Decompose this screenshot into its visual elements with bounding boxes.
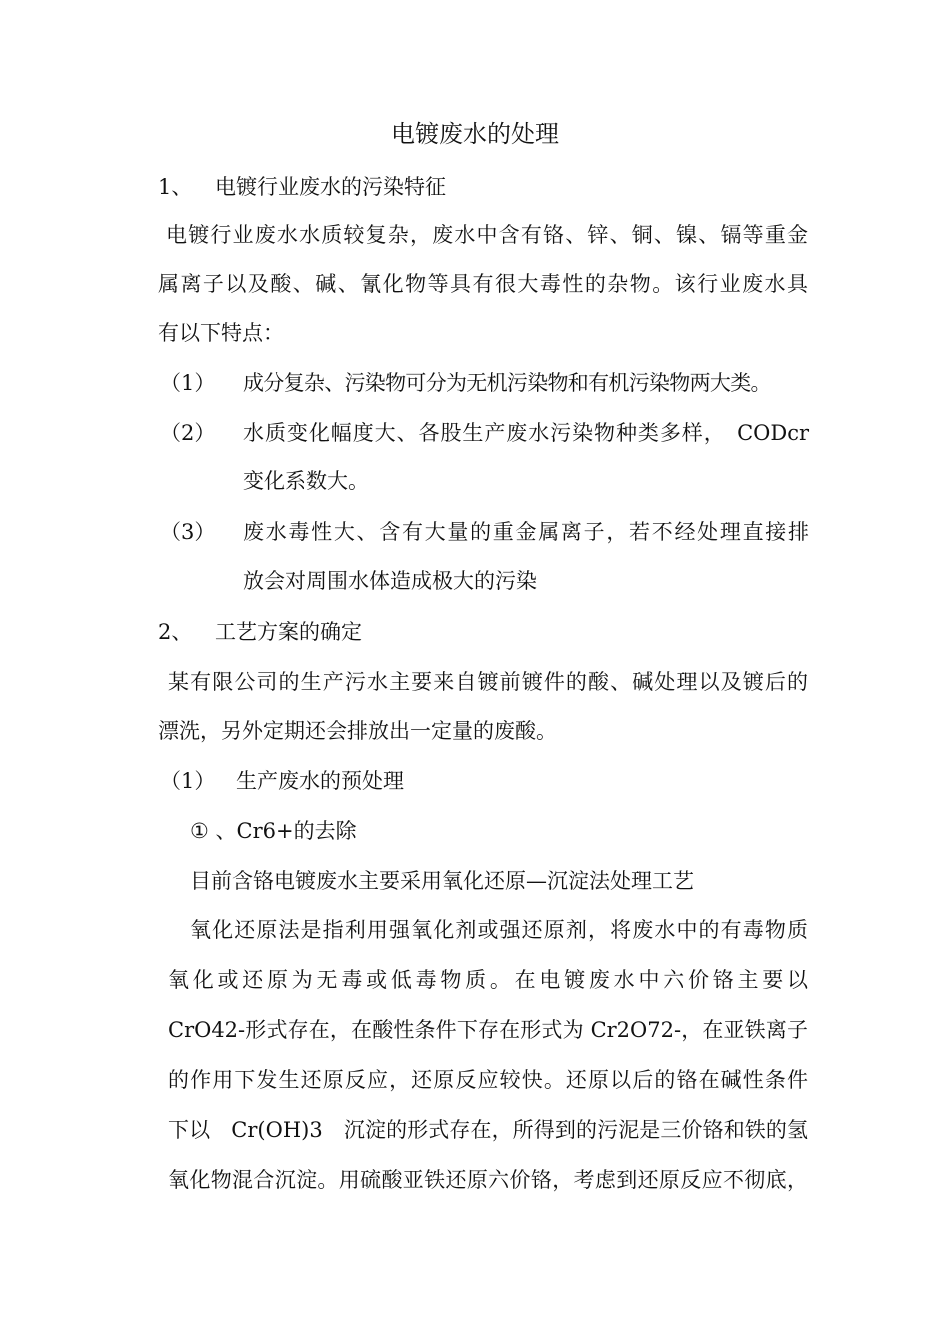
paragraph-line: 氧化或还原为无毒或低毒物质。在电镀废水中六价铬主要以 bbox=[168, 968, 808, 992]
section-number: 1、 bbox=[158, 175, 193, 199]
paragraph-line: 某有限公司的生产污水主要来自镀前镀件的酸、碱处理以及镀后的 bbox=[168, 670, 808, 694]
list-item-text: 放会对周围水体造成极大的污染 bbox=[243, 569, 537, 593]
paragraph-line: 下以 Cr(OH)3 沉淀的形式存在，所得到的污泥是三价铬和铁的氢 bbox=[168, 1118, 808, 1142]
sub-item-heading: ① 、Cr6+的去除 bbox=[190, 819, 357, 843]
paragraph-line: 属离子以及酸、碱、氰化物等具有很大毒性的杂物。该行业废水具 bbox=[158, 272, 808, 296]
paragraph-line: 氧化物混合沉淀。用硫酸亚铁还原六价铬，考虑到还原反应不彻底， bbox=[168, 1168, 808, 1192]
paragraph-line: 电镀行业废水水质较复杂，废水中含有铬、锌、铜、镍、镉等重金 bbox=[166, 223, 808, 247]
paragraph-line: 有以下特点： bbox=[158, 321, 284, 345]
list-item-text: 水质变化幅度大、各股生产废水污染物种类多样， CODcr bbox=[243, 421, 809, 445]
paragraph-line: 漂洗，另外定期还会排放出一定量的废酸。 bbox=[158, 719, 557, 743]
subsection-number: （1） bbox=[160, 769, 216, 793]
document-title: 电镀废水的处理 bbox=[391, 120, 559, 148]
section-heading: 电镀行业废水的污染特征 bbox=[215, 175, 446, 199]
paragraph-line: 氧化还原法是指利用强氧化剂或强还原剂，将废水中的有毒物质 bbox=[190, 918, 808, 942]
subsection-heading: 生产废水的预处理 bbox=[236, 769, 404, 793]
paragraph-line: 的作用下发生还原反应，还原反应较快。还原以后的铬在碱性条件 bbox=[168, 1068, 808, 1092]
list-item-text: 成分复杂、污染物可分为无机污染物和有机污染物两大类。 bbox=[243, 371, 771, 395]
list-number: （1） bbox=[160, 371, 216, 395]
list-item-text: 废水毒性大、含有大量的重金属离子，若不经处理直接排 bbox=[243, 520, 809, 544]
list-number: （2） bbox=[160, 421, 216, 445]
list-number: （3） bbox=[160, 520, 216, 544]
list-item-text: 变化系数大。 bbox=[243, 469, 369, 493]
section-heading: 工艺方案的确定 bbox=[215, 620, 362, 644]
paragraph-line: CrO42-形式存在，在酸性条件下存在形式为 Cr2O72-，在亚铁离子 bbox=[168, 1018, 808, 1042]
section-number: 2、 bbox=[158, 620, 193, 644]
paragraph-line: 目前含铬电镀废水主要采用氧化还原—沉淀法处理工艺 bbox=[190, 869, 694, 893]
